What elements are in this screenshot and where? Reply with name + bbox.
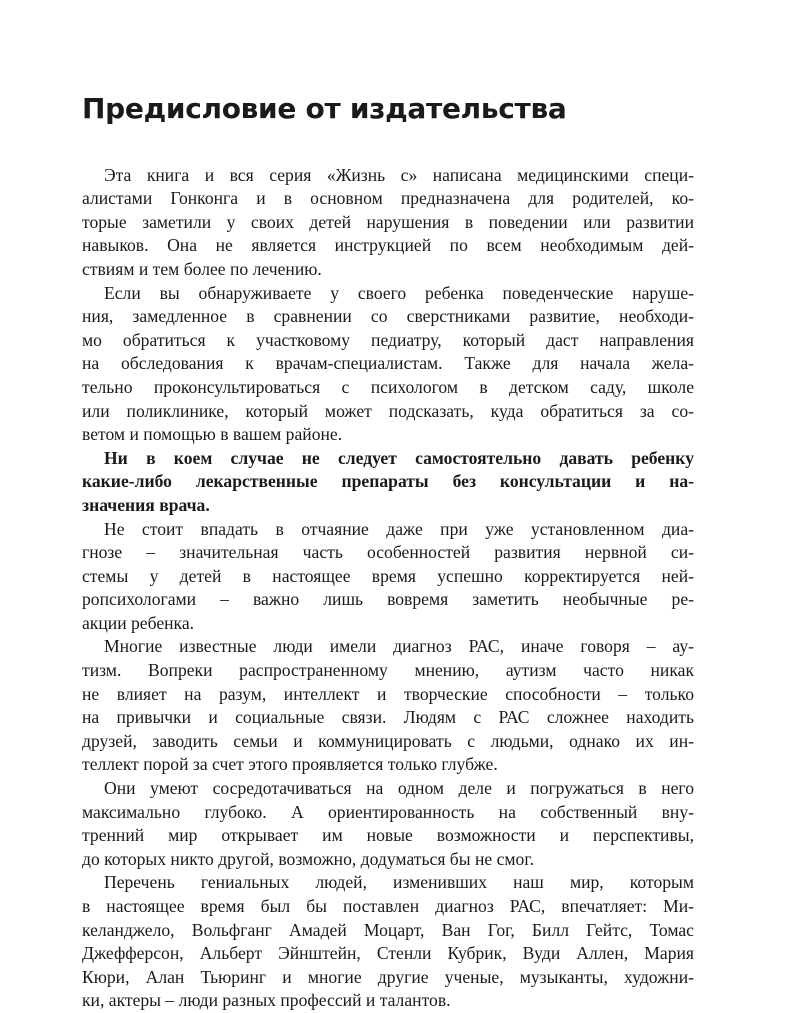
text-line: мо обратиться к участковому педиатру, который даст направления: [82, 329, 694, 350]
text-line: Кюри, Алан Тьюринг и многие другие ученые, музыканты, художни-: [82, 966, 694, 987]
paragraph: [82, 282, 694, 447]
text-line: до которых никто другой, возможно, додуматься бы не смог.: [82, 848, 534, 869]
text-line: алистами Гонконга и в основном предназначена для родителей, ко-: [82, 188, 694, 209]
body-text: [82, 164, 694, 1013]
paragraph: [82, 518, 694, 636]
text-line: Если вы обнаруживаете у своего ребенка поведенческие наруше-: [104, 282, 694, 303]
text-line: Джефферсон, Альберт Эйнштейн, Стенли Кубрик, Вуди Аллен, Мария: [82, 943, 694, 964]
text-line: не влияет на разум, интеллект и творческие способности – только: [82, 683, 694, 704]
text-line: акции ребенка.: [82, 612, 195, 633]
text-line: значения врача.: [82, 494, 210, 515]
paragraph: [82, 164, 694, 282]
text-line: ветом и помощью в вашем районе.: [82, 424, 343, 445]
text-line: тельно проконсультироваться с психологом в детском саду, школе: [82, 376, 694, 397]
text-line: ствиям и тем более по лечению.: [82, 258, 322, 279]
text-line: гнозе – значительная часть особенностей развития нервной си-: [82, 542, 694, 563]
text-line: Они умеют сосредотачиваться на одном деле и погружаться в него: [104, 778, 694, 799]
text-line: навыков. Она не является инструкцией по всем необходимым дей-: [82, 235, 694, 256]
text-line: Ни в коем случае не следует самостоятельно давать ребенку: [104, 447, 694, 468]
warning-paragraph: [82, 447, 694, 518]
text-line: ки, актеры – люди разных профессий и талантов.: [82, 990, 451, 1011]
text-line: друзей, заводить семьи и коммуницировать с людьми, однако их ин-: [82, 730, 694, 751]
text-line: Многие известные люди имели диагноз РАС, иначе говоря – ау-: [104, 636, 694, 657]
text-line: максимально глубоко. А ориентированность на собственный вну-: [82, 801, 694, 822]
text-line: торые заметили у своих детей нарушения в поведении или развитии: [82, 211, 694, 232]
text-line: Эта книга и вся серия «Жизнь с» написана медицинскими специ-: [104, 164, 694, 185]
text-line: тренний мир открывает им новые возможности и перспективы,: [82, 825, 694, 846]
text-line: или поликлинике, который может подсказать, куда обратиться за со-: [82, 400, 694, 421]
text-line: Перечень гениальных людей, изменивших наш мир, которым: [104, 872, 694, 893]
paragraph: [82, 777, 694, 871]
text-line: ропсихологами – важно лишь вовремя заметить необычные ре-: [82, 589, 694, 610]
text-line: на привычки и социальные связи. Людям с РАС сложнее находить: [82, 707, 694, 728]
paragraph: [82, 635, 694, 777]
text-line: стемы у детей в настоящее время успешно корректируется ней-: [82, 565, 694, 586]
text-line: тизм. Вопреки распространенному мнению, аутизм часто никак: [82, 660, 694, 681]
text-line: в настоящее время был бы поставлен диагноз РАС, впечатляет: Ми-: [82, 896, 694, 916]
paragraph: [82, 871, 694, 1013]
page: [82, 92, 694, 1013]
text-line: какие-либо лекарственные препараты без консультации и на-: [82, 471, 694, 492]
page-title: Предисловие от издательства: [82, 92, 567, 125]
text-line: на обследования к врачам-специалистам. Также для начала жела-: [82, 353, 694, 374]
text-line: теллект порой за счет этого проявляется только глубже.: [82, 754, 498, 775]
text-line: Не стоит впадать в отчаяние даже при уже установленном диа-: [104, 518, 694, 539]
text-line: ния, замедленное в сравнении со сверстниками развитие, необходи-: [82, 306, 694, 327]
text-line: келанджело, Вольфганг Амадей Моцарт, Ван Гог, Билл Гейтс, Томас: [82, 919, 694, 940]
